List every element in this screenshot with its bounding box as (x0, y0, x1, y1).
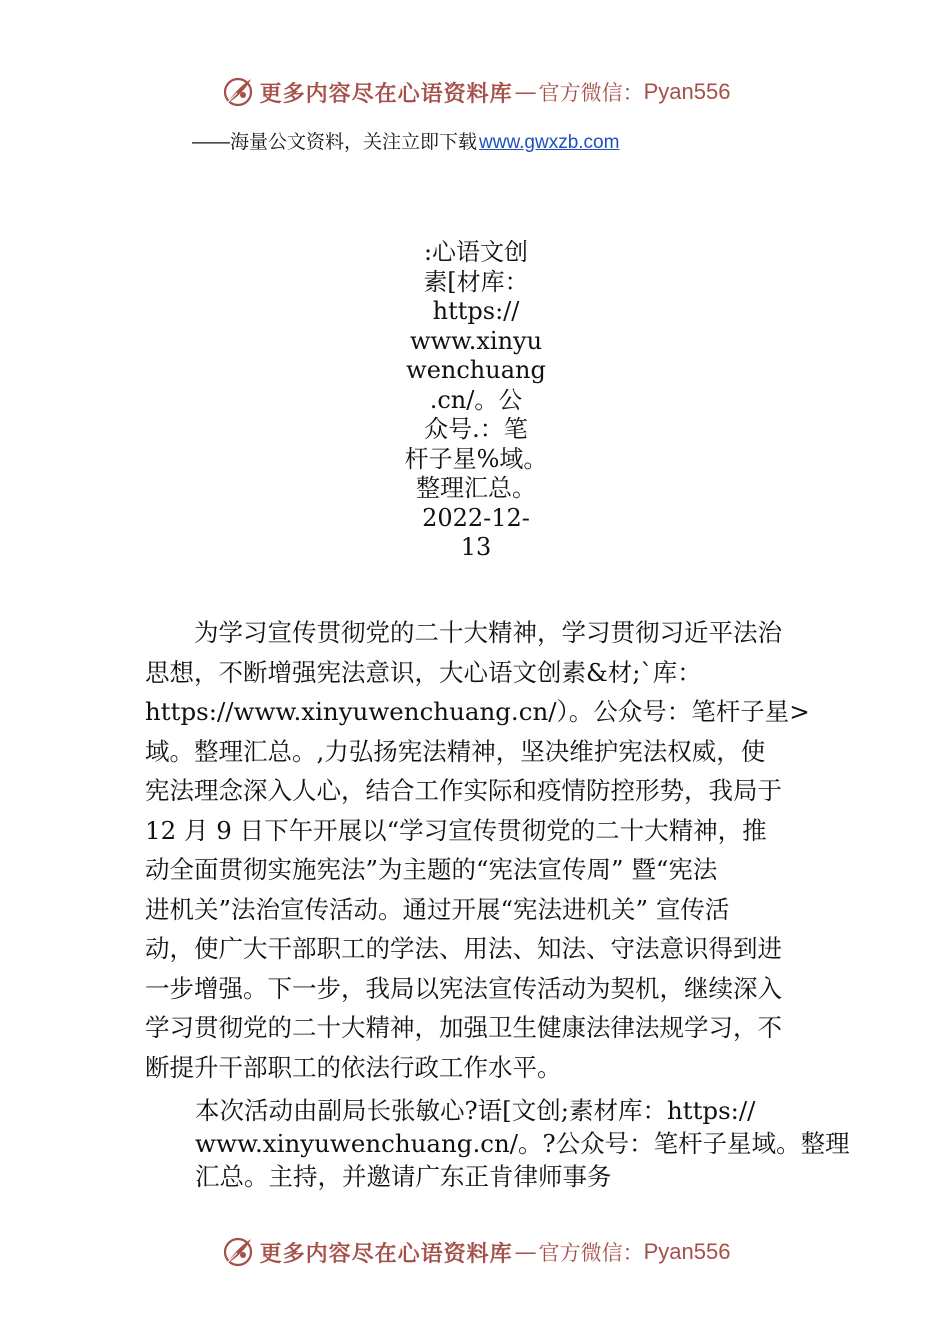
paragraph-line: www.xinyuwenchuang.cn/。?公众号：笔杆子星域。整理 (195, 1129, 850, 1158)
paragraph-line: 学习贯彻党的二十大精神，加强卫生健康法律法规学习，不 (145, 1013, 782, 1042)
paragraph-line: 动全面贯彻实施宪法”为主题的“宪法宣传周” 暨“宪法 (145, 855, 718, 884)
paragraph-line: 为学习宣传贯彻党的二十大精神，学习贯彻习近平法治 (145, 618, 782, 647)
header-wechat-id: Pyan556 (643, 79, 731, 104)
source-note-line: www.xinyu (409, 326, 543, 355)
paragraph-line: 宪法理念深入人心，结合工作实际和疫情防控形势，我局于 (145, 776, 782, 805)
source-note-line: 整理汇总。 (416, 474, 536, 502)
feather-pen-logo-icon (220, 74, 256, 110)
body-paragraph-1 (145, 613, 813, 1087)
paragraph-line: 断提升干部职工的依法行政工作水平。 (145, 1052, 562, 1082)
download-link[interactable]: www.gwxzb.com (479, 132, 620, 153)
footer-brand: 更多内容尽在心语资料库 (259, 1240, 513, 1267)
paragraph-line: 汇总。主持，并邀请广东正肯律师事务 (195, 1162, 612, 1191)
footer-wechat-label: 官方微信： (538, 1241, 644, 1265)
header-wechat-label: 官方微信： (538, 81, 644, 105)
source-note-line: :心语文创 (423, 238, 529, 266)
footer-separator: — (514, 1239, 537, 1265)
source-note-line: https:// (432, 297, 520, 325)
paragraph-line: 动，使广大干部职工的学法、用法、知法、守法意识得到进 (145, 934, 782, 963)
source-note-line: 杆子星%域。 (404, 444, 548, 473)
header-separator: — (514, 79, 537, 105)
paragraph-line: https://www.xinyuwenchuang.cn/）。公众号：笔杆子星> (145, 697, 810, 726)
source-note-line: wenchuang (406, 356, 546, 384)
source-note-line: 众号.：笔 (424, 415, 528, 443)
header-brand: 更多内容尽在心语资料库 (259, 80, 513, 107)
paragraph-line: 进机关”法治宣传活动。通过开展“宪法进机关” 宣传活 (145, 894, 730, 924)
source-note-line: 13 (460, 533, 492, 561)
source-note-line: 素[材库： (423, 267, 529, 296)
subline-text: ——海量公文资料，关注立即下载 (192, 132, 478, 153)
paragraph-line: 本次活动由副局长张敏心?语[文创;素材库：https:// (195, 1096, 756, 1125)
paragraph-line: 域。整理汇总。,力弘扬宪法精神，坚决维护宪法权威，使 (145, 736, 766, 766)
paragraph-line: 思想，不断增强宪法意识，大心语文创素&材;`库： (145, 657, 702, 687)
subline (192, 127, 619, 154)
paragraph-line: 一步增强。下一步，我局以宪法宣传活动为契机，继续深入 (145, 973, 782, 1003)
source-note-line: 2022-12- (422, 503, 530, 532)
header-banner (0, 70, 950, 114)
footer-banner (0, 1230, 950, 1274)
body-paragraph-2 (195, 1094, 850, 1193)
paragraph-line: 12 月 9 日下午开展以“学习宣传贯彻党的二十大精神，推 (145, 815, 767, 845)
source-note-line: .cn/。公 (429, 385, 523, 414)
source-note-block (380, 238, 572, 563)
feather-pen-logo-icon (220, 1234, 256, 1270)
footer-wechat-id: Pyan556 (643, 1239, 731, 1264)
